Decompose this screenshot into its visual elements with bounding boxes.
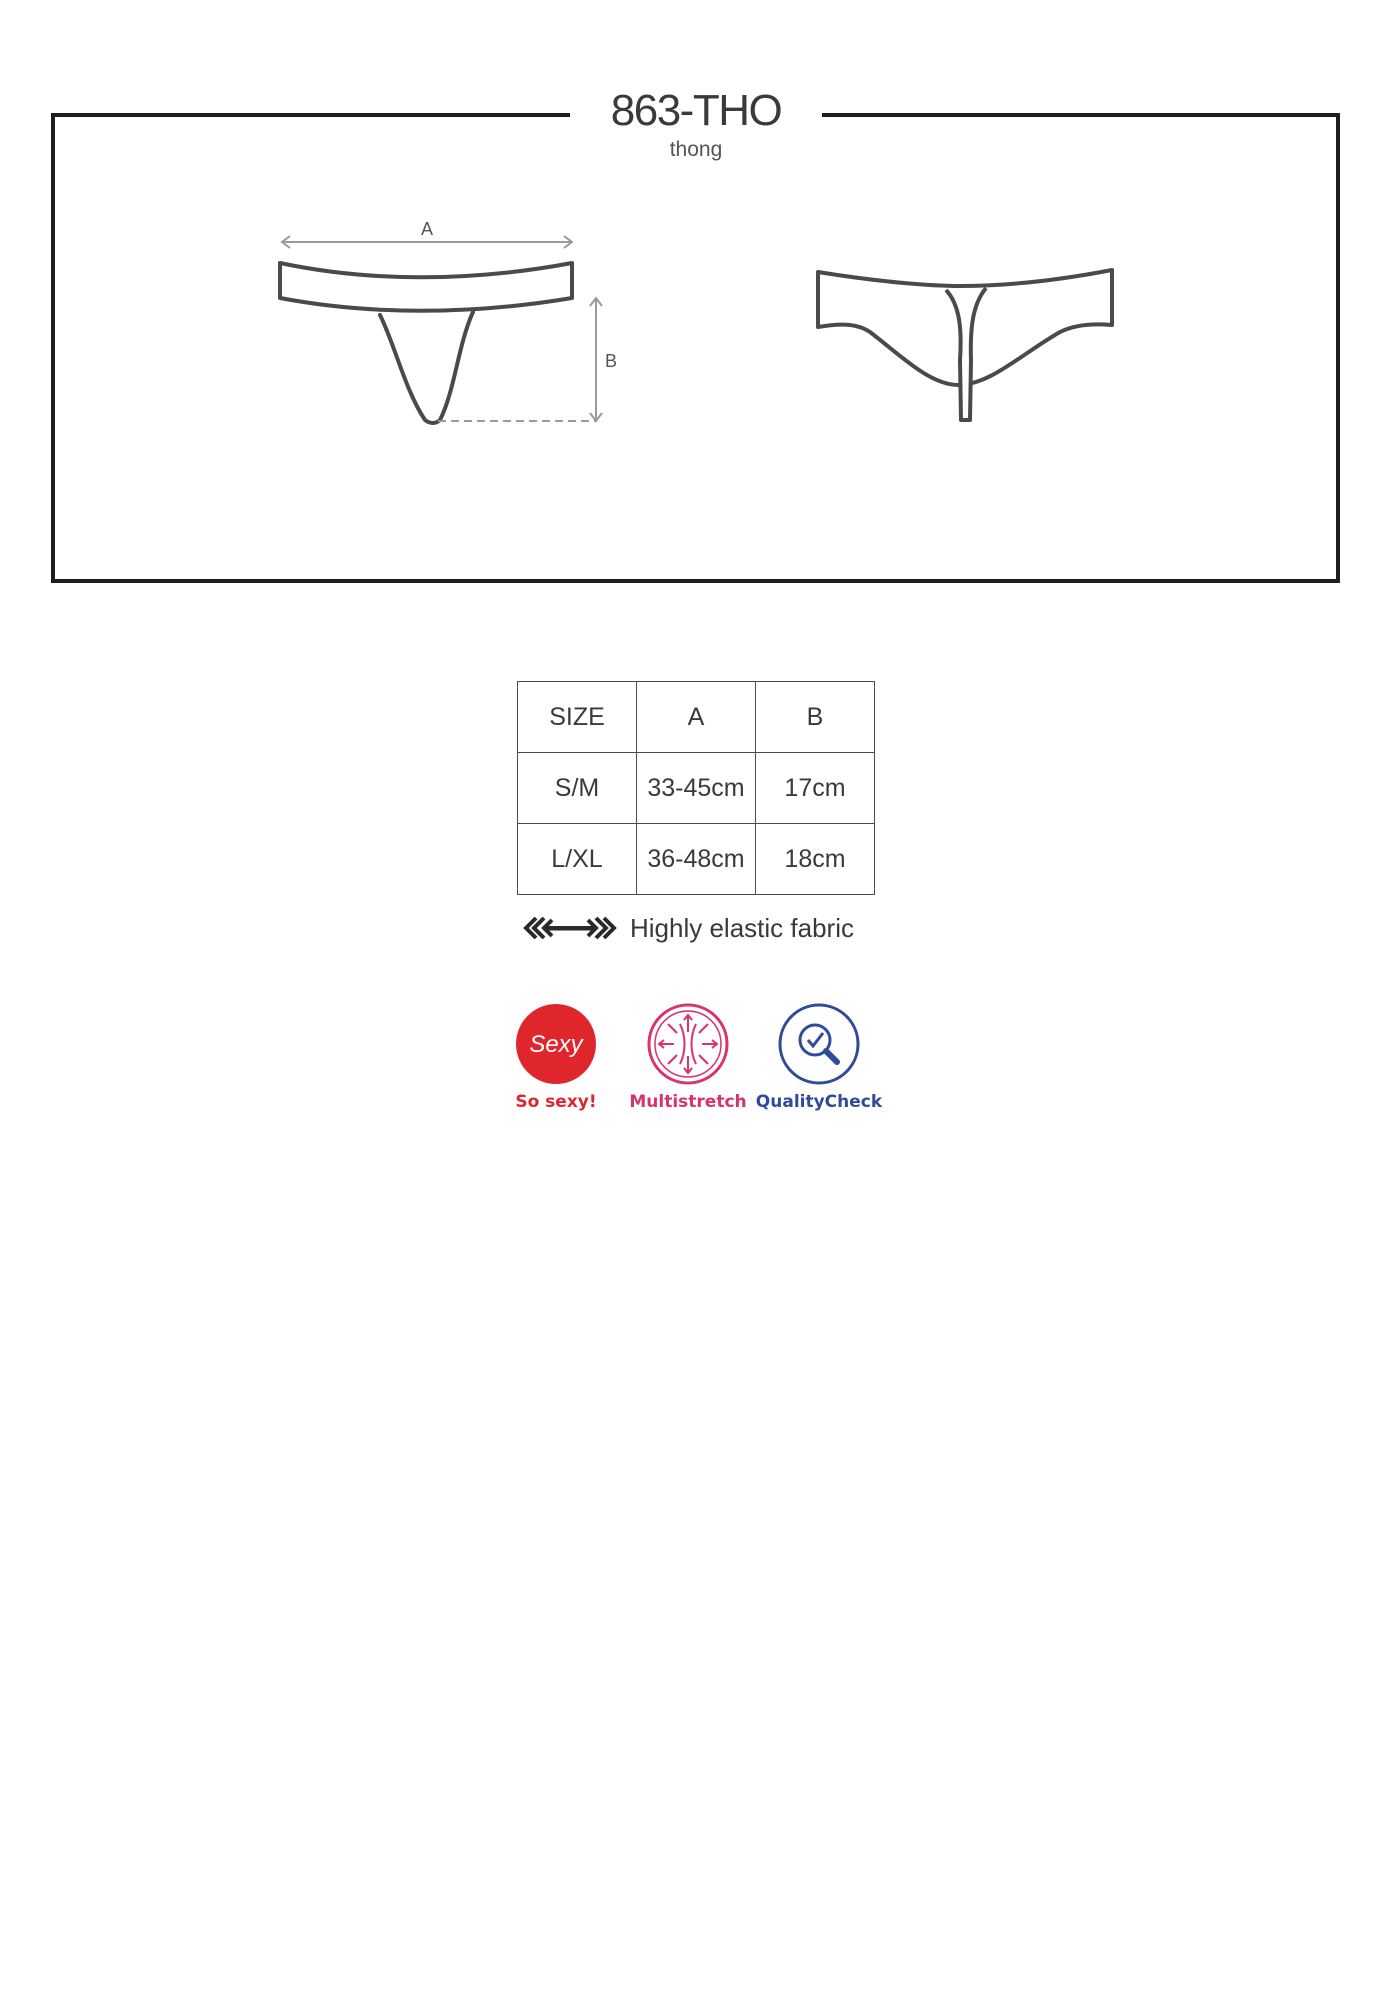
table-cell-b: 18cm	[756, 824, 875, 895]
table-cell-b: 17cm	[756, 753, 875, 824]
product-code: 863-THO	[610, 86, 782, 135]
badge-quality-check	[749, 1002, 889, 1122]
sexy-icon-text: Sexy	[529, 1031, 583, 1058]
table-cell-a: 36-48cm	[637, 824, 756, 895]
size-table	[517, 681, 875, 895]
table-cell-size: S/M	[518, 753, 637, 824]
front-view-diagram	[270, 210, 620, 440]
badge-label: QualityCheck	[755, 1092, 883, 1112]
badge-so-sexy	[486, 1002, 626, 1122]
quality-check-icon	[777, 1002, 861, 1086]
table-header-row	[518, 682, 875, 753]
dimension-a-label: A	[420, 219, 434, 239]
dimension-b-label: B	[604, 351, 618, 371]
header-size: SIZE	[518, 682, 637, 753]
front-pouch-shape	[380, 312, 473, 423]
product-frame	[51, 113, 1340, 583]
badge-label: So sexy!	[515, 1092, 597, 1112]
table-cell-size: L/XL	[518, 824, 637, 895]
table-row	[518, 753, 875, 824]
fabric-note-text: Highly elastic fabric	[630, 912, 854, 943]
elastic-arrows-icon	[522, 915, 618, 941]
back-view-diagram	[810, 260, 1120, 430]
table-cell-a: 33-45cm	[637, 753, 756, 824]
multistretch-icon	[646, 1002, 730, 1086]
sexy-icon	[514, 1002, 598, 1086]
waistband-shape	[280, 263, 572, 311]
header-a: A	[637, 682, 756, 753]
badge-label: Multistretch	[629, 1092, 747, 1112]
header-b: B	[756, 682, 875, 753]
table-row	[518, 824, 875, 895]
badge-multistretch	[618, 1002, 758, 1122]
product-type: thong	[669, 138, 723, 161]
fabric-note	[522, 908, 902, 948]
title-block	[570, 84, 822, 174]
